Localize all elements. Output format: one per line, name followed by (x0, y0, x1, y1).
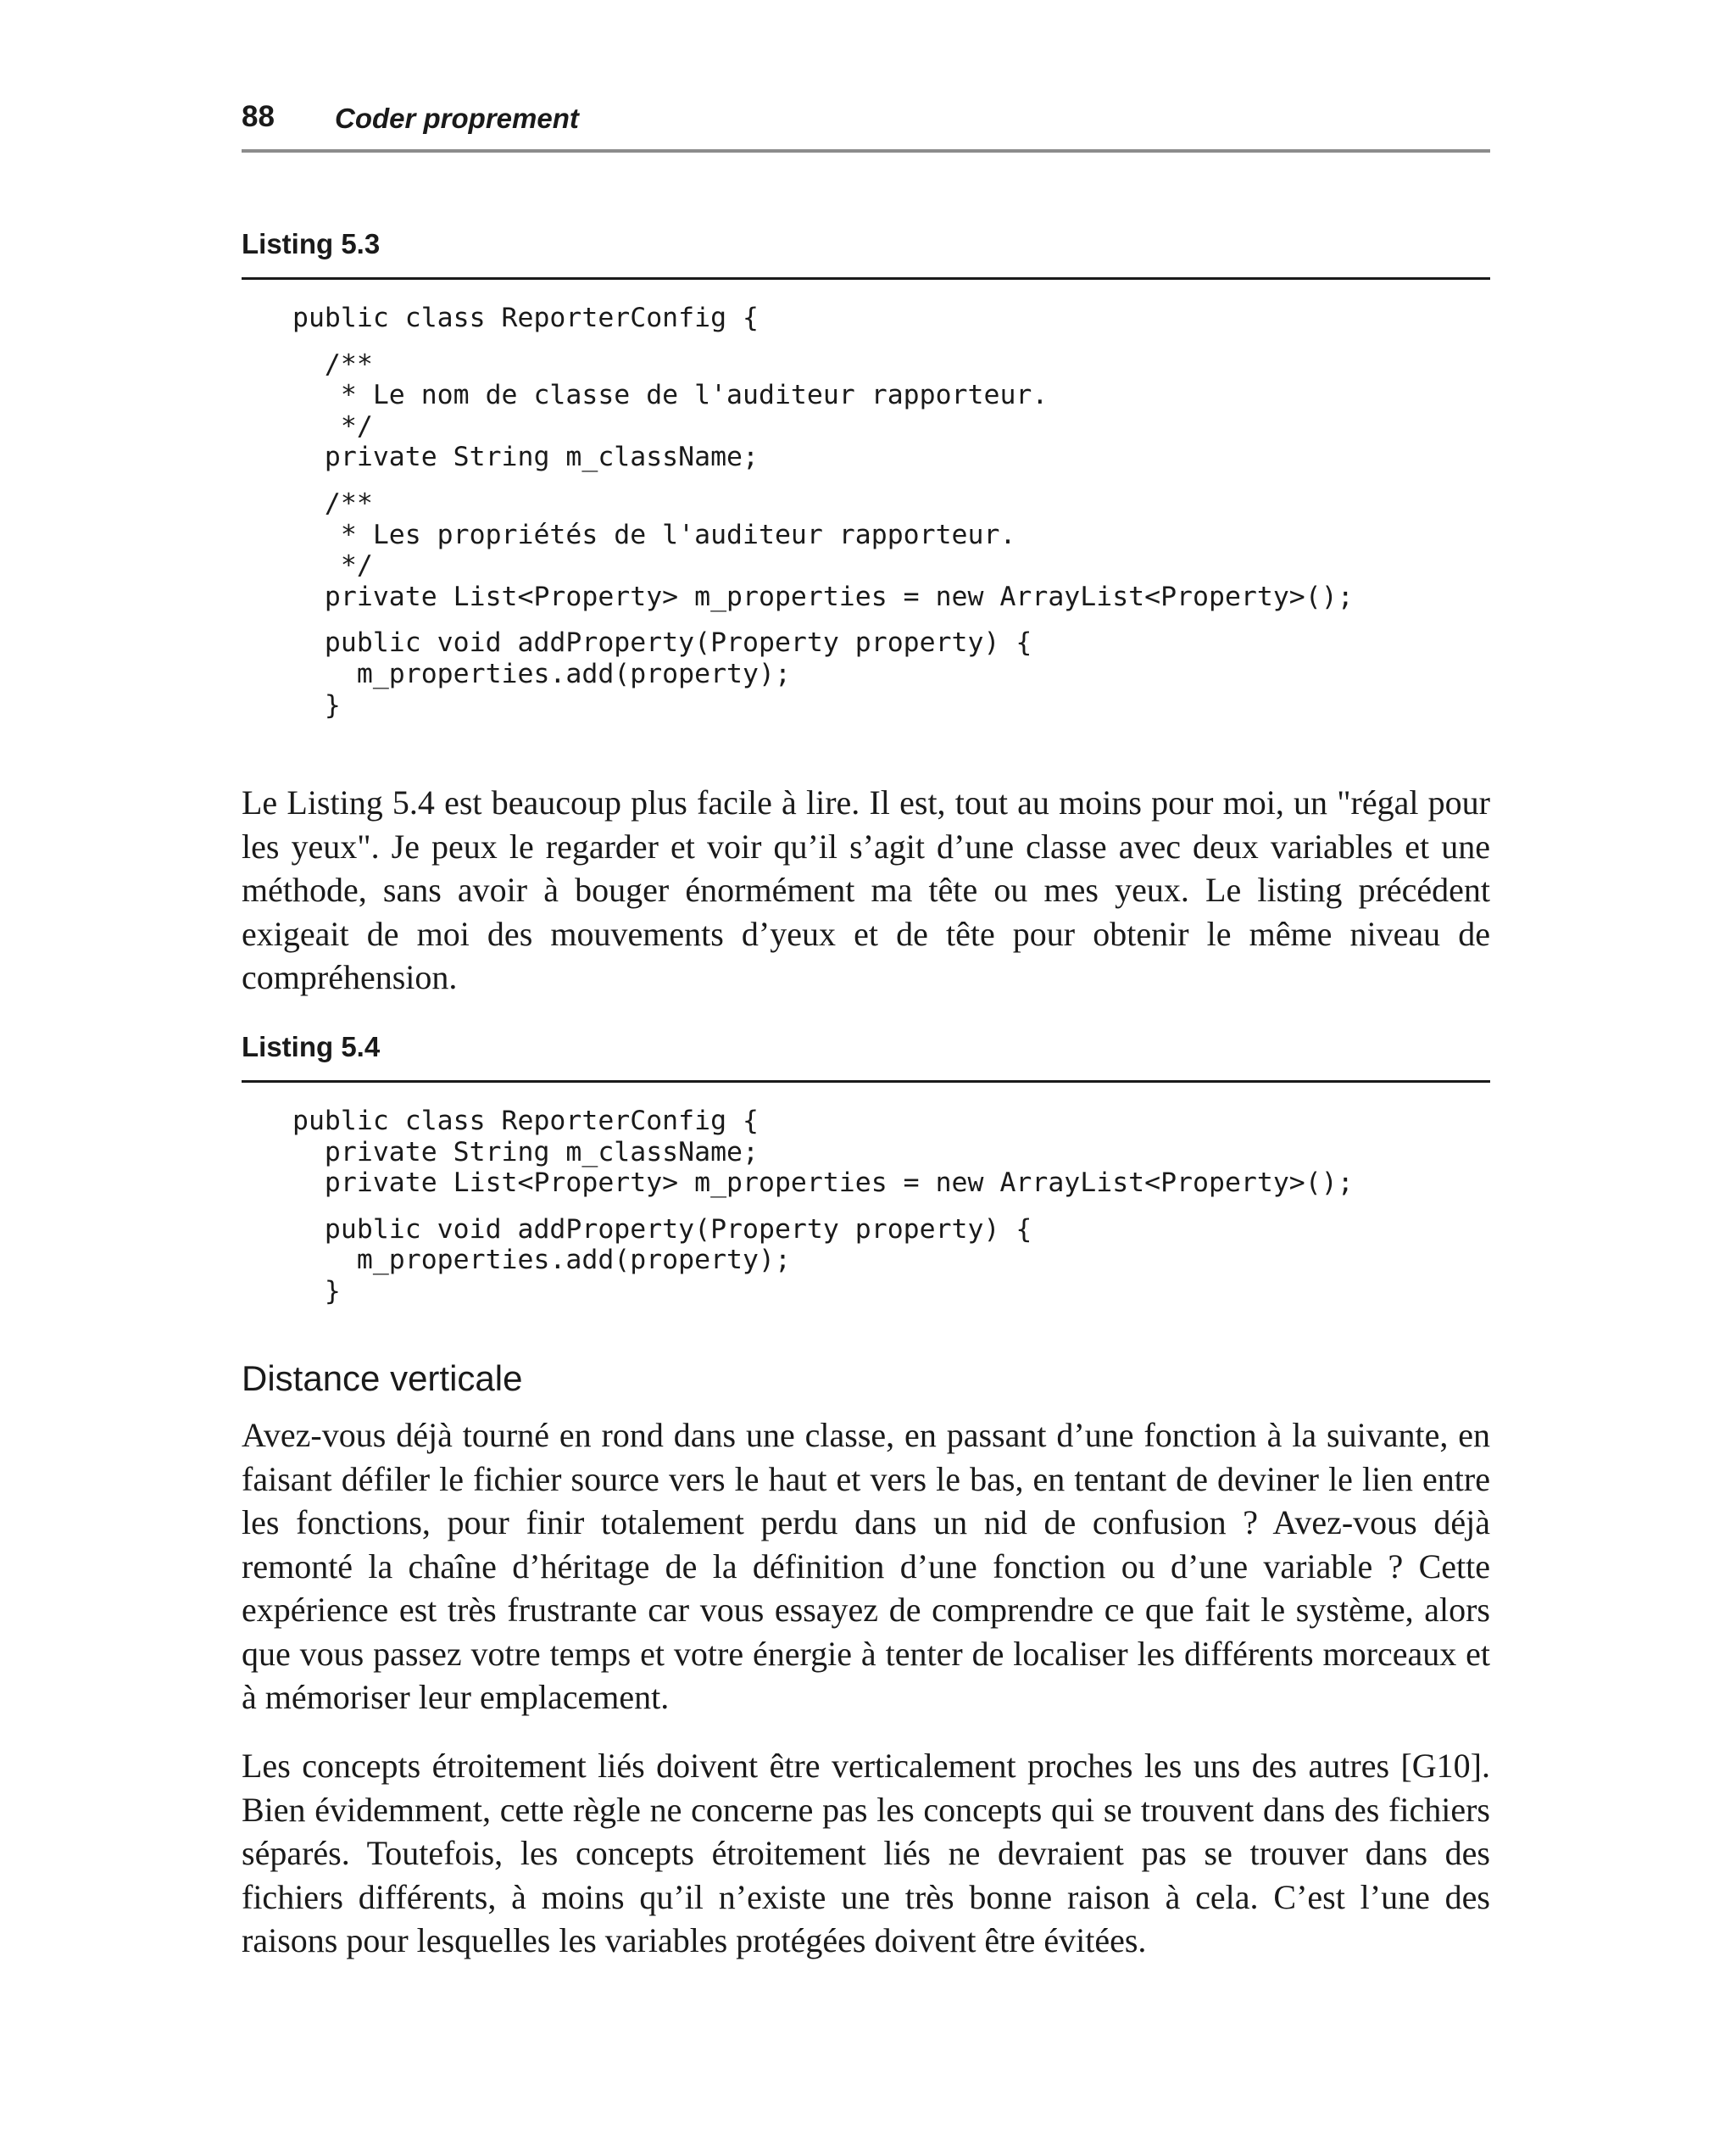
code-line: private List<Property> m_properties = new ArrayList<Property>(); (292, 1168, 1354, 1199)
page-header (242, 100, 1490, 153)
code-line: } (292, 1275, 341, 1307)
code-line: * Les propriétés de l'auditeur rapporteur. (292, 519, 1016, 550)
code-line: m_properties.add(property); (292, 1245, 791, 1276)
code-line: /** (292, 488, 373, 519)
code-line: public void addProperty(Property property) { (292, 1213, 1032, 1245)
code-line: public void addProperty(Property property) { (292, 627, 1032, 659)
listing-5-4-label: Listing 5.4 (242, 1030, 1490, 1083)
code-line: /** (292, 348, 373, 380)
code-blank-line (292, 612, 1479, 627)
code-line: public class ReporterConfig { (292, 1106, 759, 1136)
paragraph-vertical-distance-intro: Avez-vous déjà tourné en rond dans une classe, en passant d’une fonction à la suivante, en faisant défiler le fichier source vers le haut et vers le bas, en tentant de deviner le lien entre les fonctions, pour finir totalement perdu dans un nid de confusion ? Avez-vous déjà remonté la chaîne d’héritage de la définition d’une fonction ou d’une variable ? Cette expérience est très frustrante car vous essayez de comprendre ce que fait le système, alors que vous passez votre temps et votre énergie à tenter de localiser les différents morceaux et à mémoriser leur emplacement. (242, 1416, 1490, 1716)
code-line: private String m_className; (292, 1136, 759, 1168)
code-blank-line (292, 1199, 1479, 1214)
code-blank-line (292, 334, 1479, 349)
paragraph-closely-related-concepts: Les concepts étroitement liés doivent être verticalement proches les uns des autres [G10]. Bien évidemment, cette règle ne concerne pas les concepts qui se trouvent dans des fichiers séparés. Toutefois, les concepts étroitement liés ne devraient pas se trouver dans des fichiers différents, à moins qu’il n’existe une très bonne raison à cela. C’est l’une des raisons pour lesquelles les variables protégées doivent être évitées. (242, 1747, 1490, 1959)
code-blank-line (292, 473, 1479, 488)
code-line: m_properties.add(property); (292, 658, 791, 689)
paragraph-listing-comparison: Le Listing 5.4 est beaucoup plus facile à lire. Il est, tout au moins pour moi, un "régal pour les yeux". Je peux le regarder et voir qu’il s’agit d’une classe avec deux variables et une méthode, sans avoir à bouger énormément ma tête ou mes yeux. Le listing précédent exigeait de moi des mouvements d’yeux et de tête pour obtenir le même niveau de compréhension. (242, 783, 1490, 996)
code-line: } (292, 689, 341, 721)
listing-5-3-code (292, 303, 1479, 721)
listing-5-3-label: Listing 5.3 (242, 227, 1490, 280)
code-line: public class ReporterConfig { (292, 303, 759, 333)
code-line: */ (292, 550, 373, 582)
page-number: 88 (242, 100, 275, 133)
code-line: * Le nom de classe de l'auditeur rapporteur. (292, 380, 1049, 411)
section-heading-distance-verticale: Distance verticale (242, 1358, 523, 1398)
listing-5-4-code (292, 1106, 1479, 1307)
running-title: Coder proprement (335, 103, 579, 134)
code-line: private String m_className; (292, 442, 759, 473)
code-line: */ (292, 410, 373, 442)
code-line: private List<Property> m_properties = new ArrayList<Property>(); (292, 581, 1354, 612)
